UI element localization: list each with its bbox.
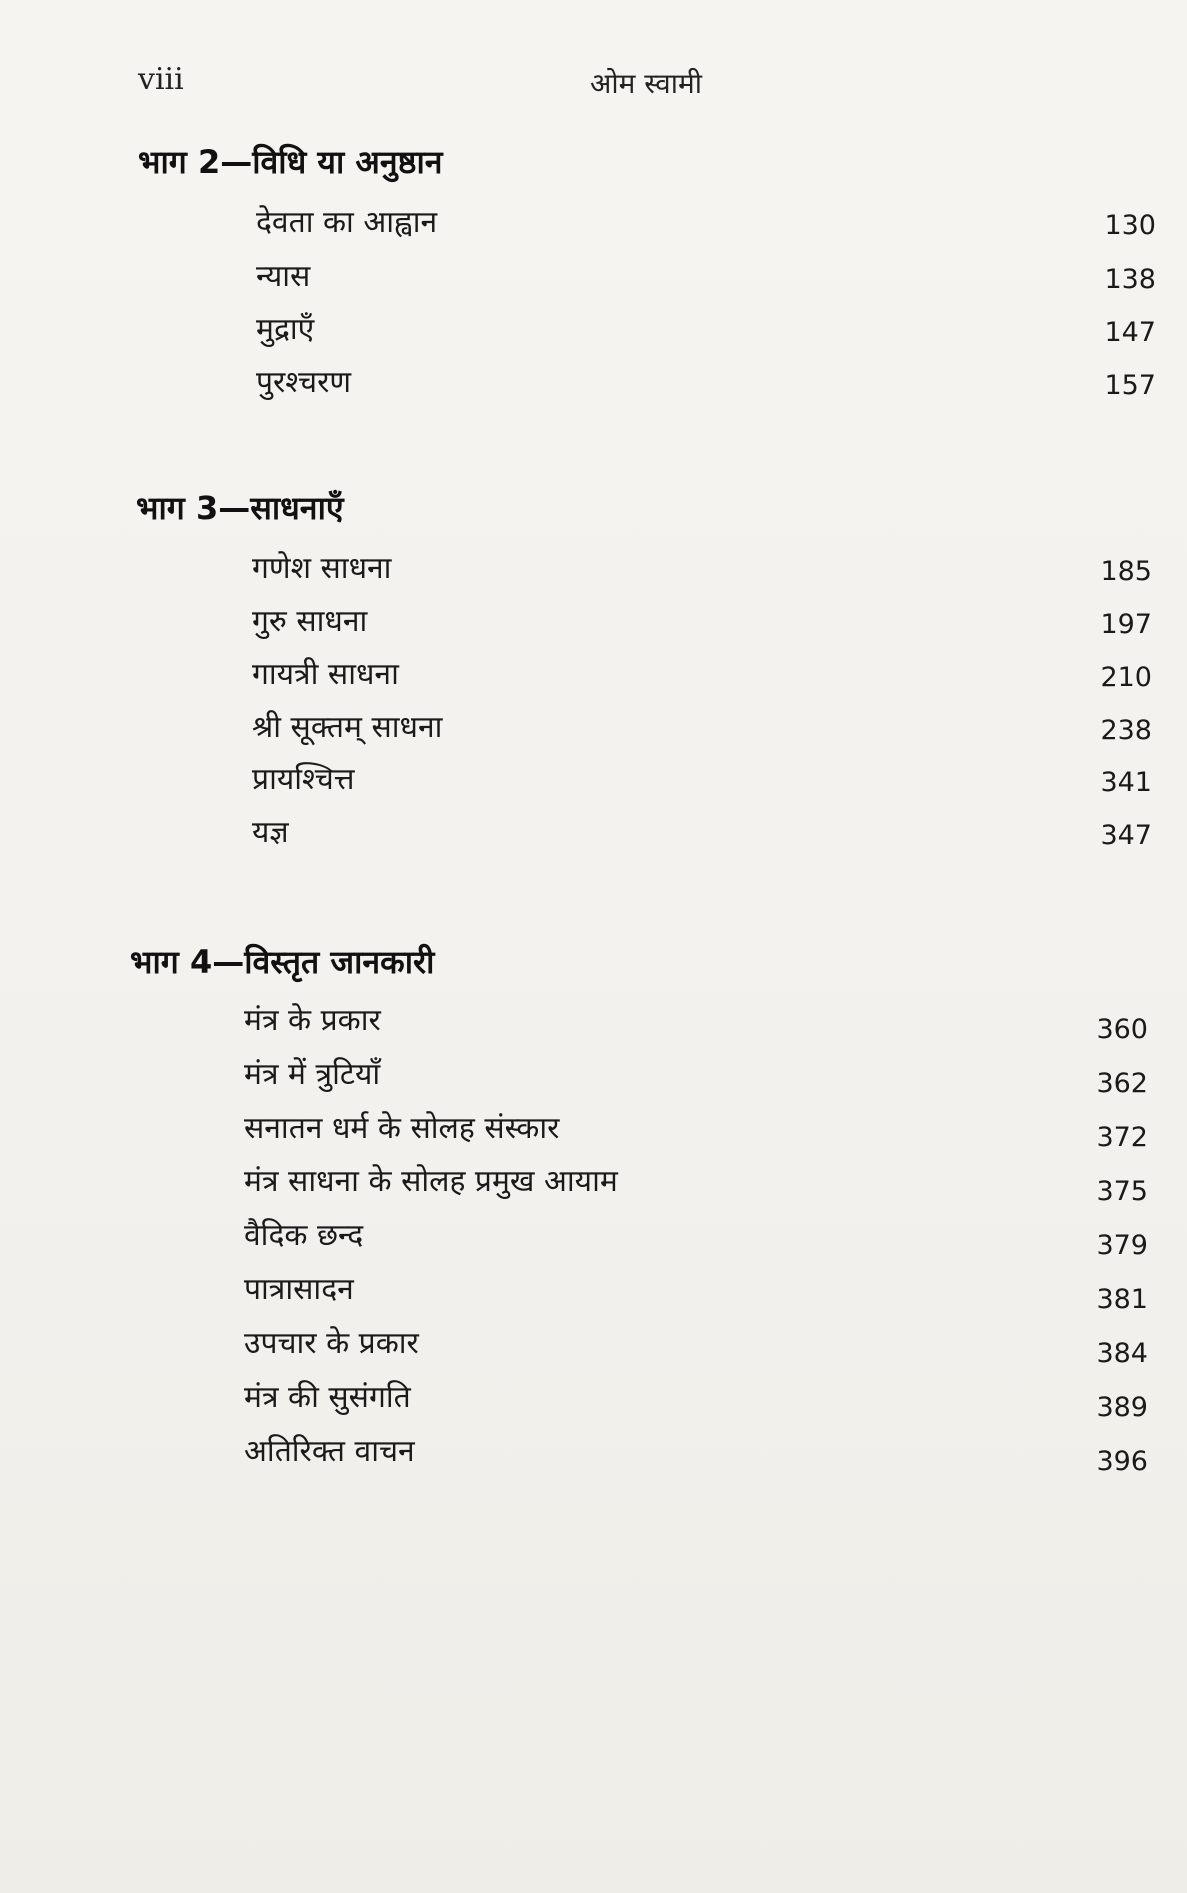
entry-title: यज्ञ	[252, 815, 289, 850]
entry-page-number: 384	[1096, 1338, 1148, 1369]
entry-title: गायत्री साधना	[252, 657, 399, 692]
entry-page-number: 210	[1100, 662, 1152, 693]
entry-title: न्यास	[256, 259, 311, 294]
entry-title: गुरु साधना	[252, 604, 368, 639]
part-title: भाग 4—विस्तृत जानकारी	[130, 943, 435, 981]
entry-page-number: 157	[1104, 370, 1156, 401]
entry-page-number: 379	[1096, 1230, 1148, 1261]
entry-page-number: 381	[1096, 1284, 1148, 1315]
entry-title: अतिरिक्त वाचन	[244, 1434, 415, 1469]
entry-title: मंत्र में त्रुटियाँ	[244, 1057, 381, 1092]
entry-page-number: 360	[1096, 1014, 1148, 1045]
entry-title: पात्रासादन	[244, 1272, 354, 1307]
page-folio: viii	[138, 62, 184, 97]
entry-title: उपचार के प्रकार	[244, 1326, 419, 1361]
entry-title: मंत्र साधना के सोलह प्रमुख आयाम	[244, 1164, 618, 1199]
entry-title: वैदिक छन्द	[244, 1218, 364, 1253]
entry-page-number: 130	[1104, 210, 1156, 241]
entry-page-number: 197	[1100, 609, 1152, 640]
entry-title: मंत्र की सुसंगति	[244, 1380, 411, 1415]
entry-page-number: 372	[1096, 1122, 1148, 1153]
entry-page-number: 362	[1096, 1068, 1148, 1099]
part-title: भाग 2—विधि या अनुष्ठान	[138, 143, 443, 181]
entry-title: मुद्राएँ	[256, 312, 315, 347]
entry-title: प्रायश्चित्त	[252, 762, 355, 797]
entry-page-number: 147	[1104, 317, 1156, 348]
part-title: भाग 3—साधनाएँ	[136, 489, 344, 527]
entry-page-number: 341	[1100, 767, 1152, 798]
entry-title: पुरश्चरण	[256, 365, 352, 400]
running-head-author: ओम स्वामी	[590, 67, 702, 100]
entry-page-number: 138	[1104, 264, 1156, 295]
entry-page-number: 185	[1100, 556, 1152, 587]
entry-title: सनातन धर्म के सोलह संस्कार	[244, 1111, 560, 1146]
running-head	[138, 62, 1038, 102]
entry-title: मंत्र के प्रकार	[244, 1003, 381, 1038]
entry-title: गणेश साधना	[252, 551, 392, 586]
entry-title: देवता का आह्वान	[256, 205, 438, 240]
entry-page-number: 396	[1096, 1446, 1148, 1477]
entry-page-number: 389	[1096, 1392, 1148, 1423]
entry-title: श्री सूक्तम् साधना	[252, 710, 443, 745]
entry-page-number: 238	[1100, 715, 1152, 746]
entry-page-number: 375	[1096, 1176, 1148, 1207]
entry-page-number: 347	[1100, 820, 1152, 851]
